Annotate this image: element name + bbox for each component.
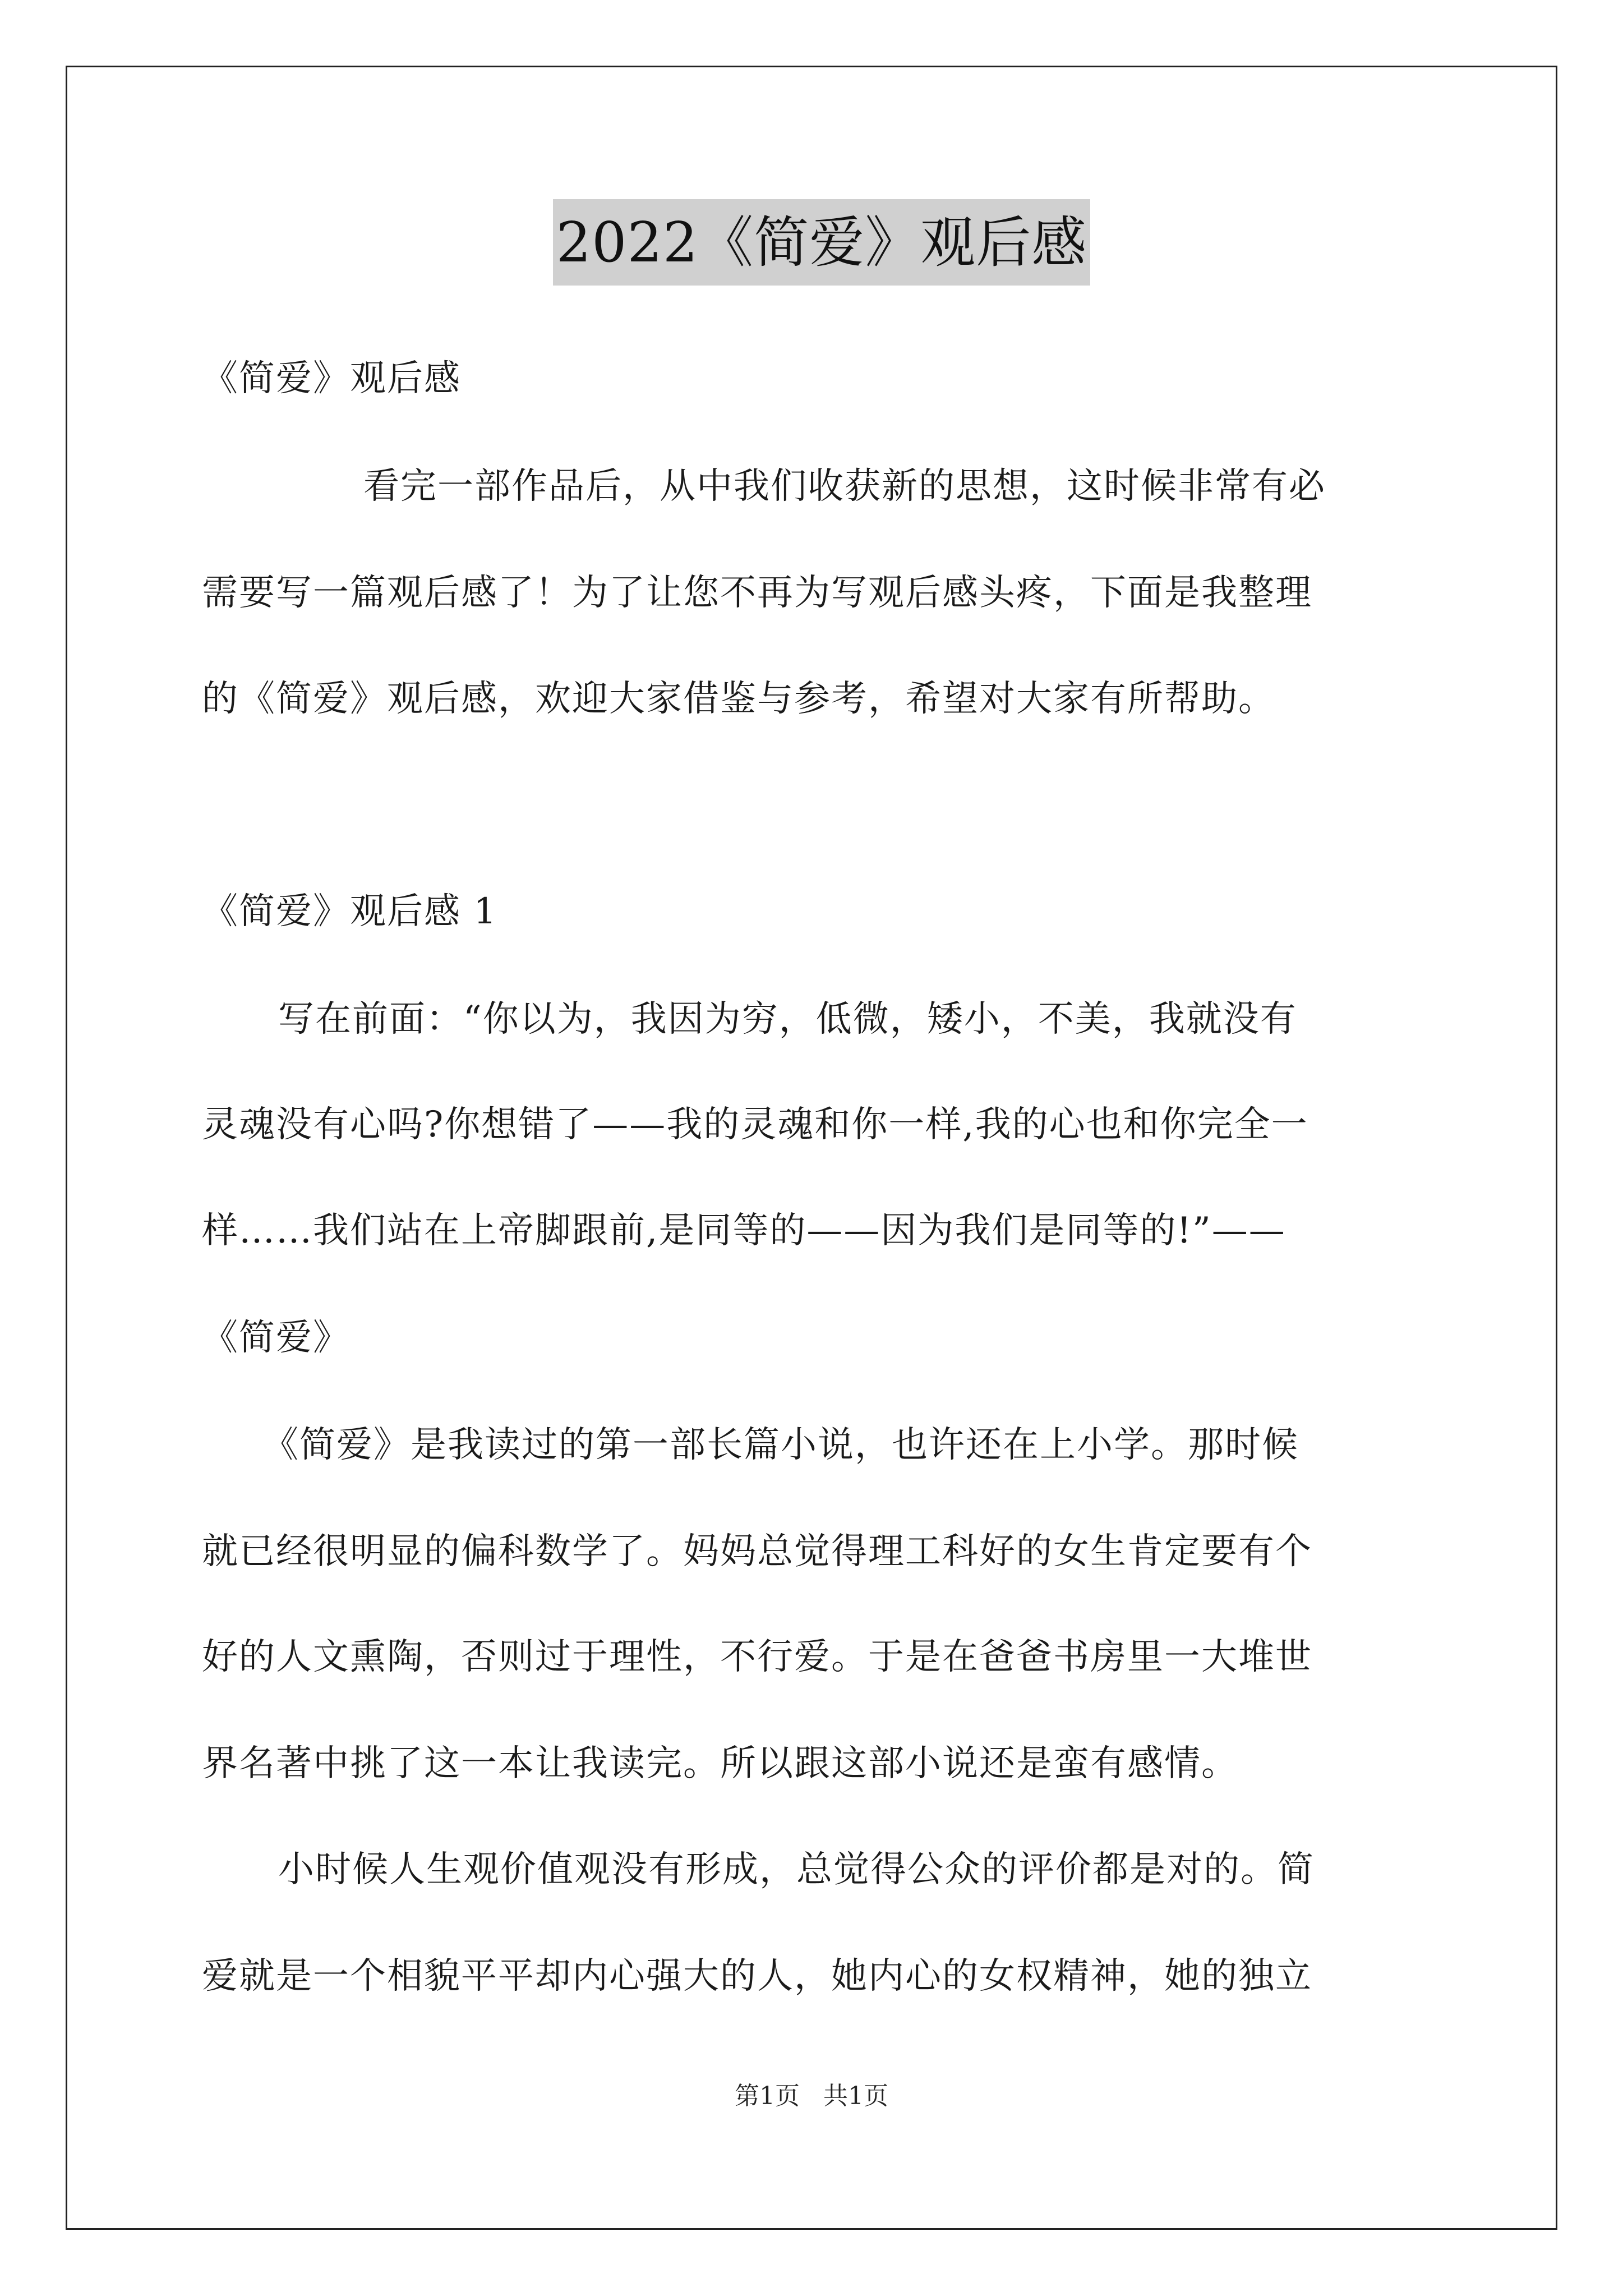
section-heading: 《简爱》观后感 1: [202, 891, 498, 932]
paragraph-line: 需要写一篇观后感了！为了让您不再为写观后感头疼，下面是我整理: [202, 572, 1312, 614]
page-footer: 第1页 共1页: [735, 2082, 888, 2110]
paragraph-line: 《简爱》是我读过的第一部长篇小说，也许还在上小学。那时候: [262, 1424, 1299, 1466]
paragraph-line: 《简爱》: [202, 1317, 350, 1359]
paragraph-line: 灵魂没有心吗?你想错了——我的灵魂和你一样,我的心也和你完全一: [202, 1104, 1308, 1145]
paragraph-line: 好的人文熏陶，否则过于理性，不行爱。于是在爸爸书房里一大堆世: [202, 1636, 1312, 1678]
paragraph-line: 样……我们站在上帝脚跟前,是同等的——因为我们是同等的!”——: [202, 1210, 1286, 1251]
subtitle-line: 《简爱》观后感: [202, 358, 461, 399]
paragraph-line: 写在前面：“你以为，我因为穷，低微，矮小，不美，我就没有: [278, 999, 1297, 1040]
paragraph-line: 界名著中挑了这一本让我读完。所以跟这部小说还是蛮有感情。: [202, 1743, 1238, 1784]
title-wrap: [202, 199, 1441, 286]
paragraph-line: 看完一部作品后，从中我们收获新的思想，这时候非常有必: [363, 466, 1326, 507]
paragraph-line: 的《简爱》观后感，欢迎大家借鉴与参考，希望对大家有所帮助。: [202, 678, 1275, 720]
paragraph-line: 爱就是一个相貌平平却内心强大的人，她内心的女权精神，她的独立: [202, 1955, 1312, 1997]
paragraph-line: 就已经很明显的偏科数学了。妈妈总觉得理工科好的女生肯定要有个: [202, 1531, 1312, 1572]
document-title: 2022《简爱》观后感: [553, 199, 1090, 286]
paragraph-line: 小时候人生观价值观没有形成，总觉得公众的评价都是对的。简: [278, 1849, 1315, 1890]
